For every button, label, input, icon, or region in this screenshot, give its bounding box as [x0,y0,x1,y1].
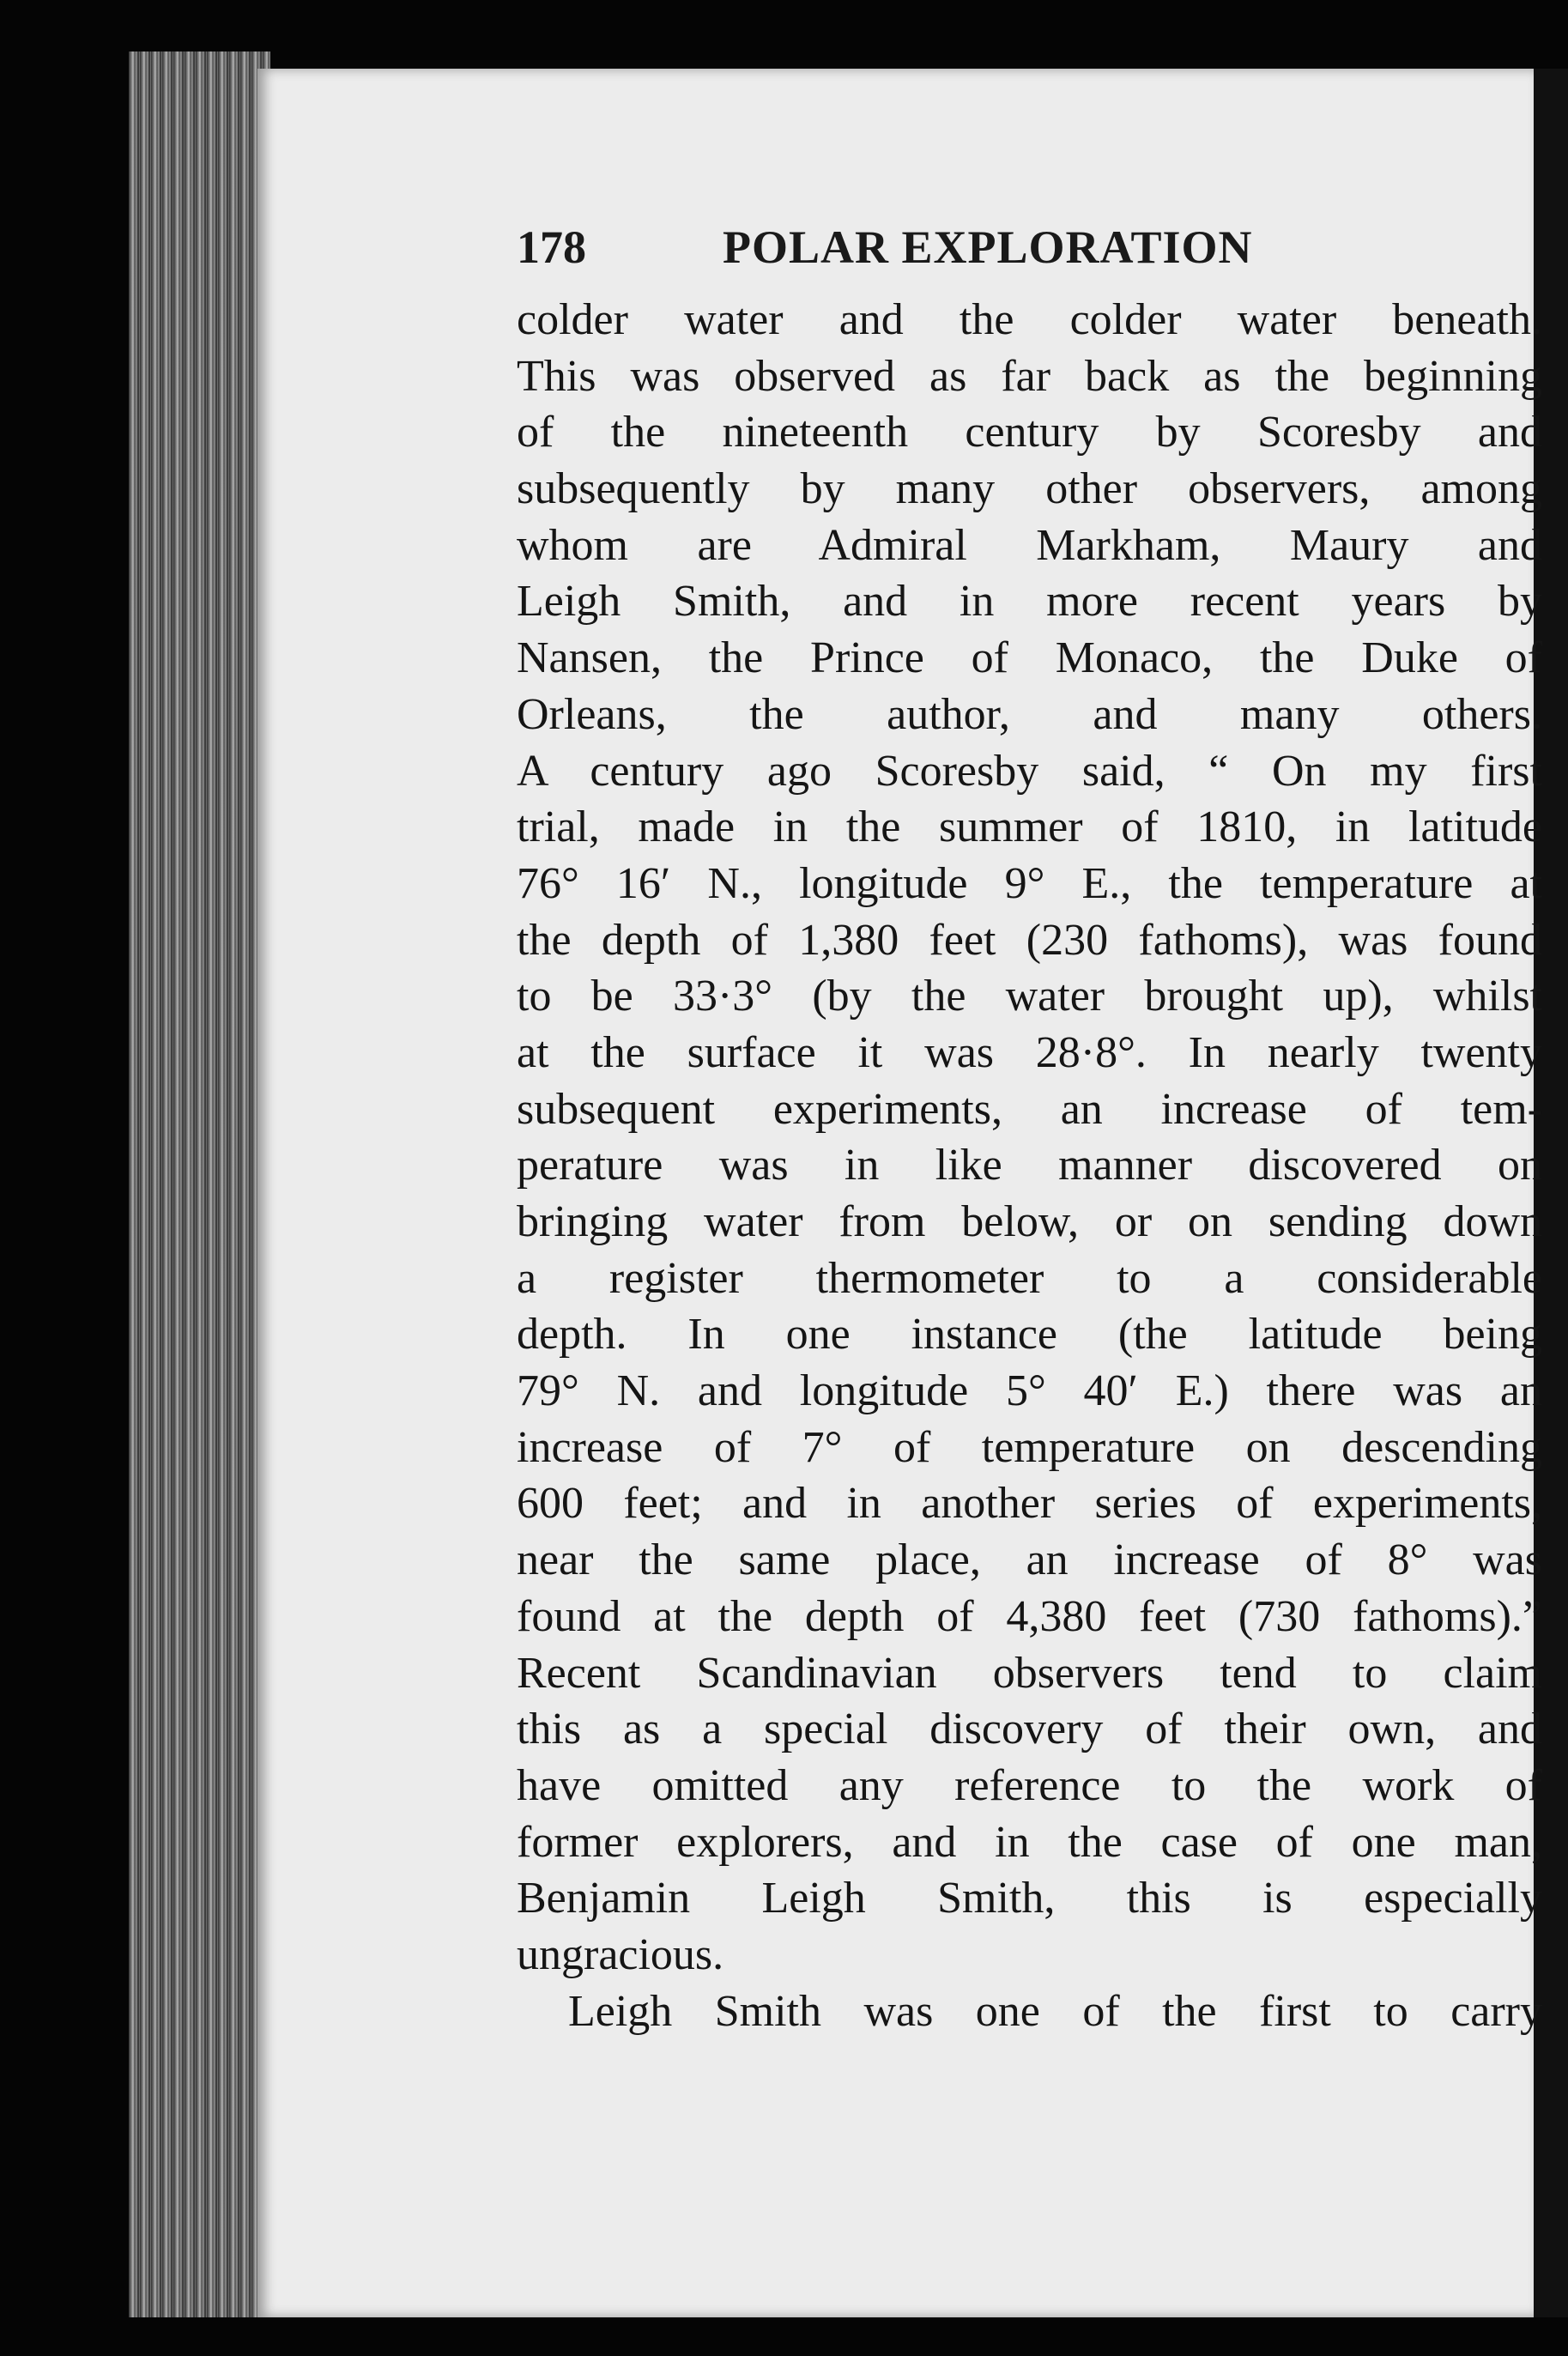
text-line: a register thermometer to a considerable [517,1253,1542,1303]
text-line: the depth of 1,380 feet (230 fathoms), was found [517,915,1542,965]
text-line: trial, made in the summer of 1810, in latitude [517,802,1542,852]
text-line: ungracious. [517,1929,724,1979]
page-number: 178 [517,221,586,273]
running-title: POLAR EXPLORATION [723,221,1253,273]
text-line: bringing water from below, or on sending down [517,1197,1542,1246]
text-line: increase of 7° of temperature on descending [517,1422,1542,1472]
text-line: Leigh Smith, and in more recent years by [517,577,1542,627]
text-line: at the surface it was 28·8°. In nearly twenty [517,1027,1542,1077]
text-line: perature was in like manner discovered on [517,1141,1542,1190]
text-line: to be 33·3° (by the water brought up), whilst [517,972,1542,1021]
text-line: 76° 16′ N., longitude 9° E., the temperature at [517,858,1542,908]
text-line: found at the depth of 4,380 feet (730 fathoms).” [517,1591,1542,1641]
text-line: Benjamin Leigh Smith, this is especially [517,1874,1542,1923]
page-header [517,213,1568,282]
text-line: former explorers, and in the case of one man, [517,1817,1542,1867]
text-line: Recent Scandinavian observers tend to claim [517,1648,1542,1698]
text-line: 79° N. and longitude 5° 40′ E.) there was an [517,1366,1542,1416]
text-line: have omitted any reference to the work of [517,1760,1542,1810]
text-line: of the nineteenth century by Scoresby and [517,408,1542,457]
text-line: colder water and the colder water beneath. [517,295,1542,344]
text-line: 600 feet; and in another series of experiments, [517,1479,1542,1529]
text-line: near the same place, an increase of 8° was [517,1535,1542,1585]
text-line: this as a special discovery of their own, and [517,1705,1542,1754]
body-text [517,292,1542,2039]
text-line: subsequently by many other observers, among [517,464,1542,514]
text-line: subsequent experiments, an increase of tem- [517,1084,1542,1134]
text-line: whom are Admiral Markham, Maury and [517,520,1542,570]
text-line: Nansen, the Prince of Monaco, the Duke of [517,633,1542,683]
text-line: depth. In one instance (the latitude being [517,1310,1542,1360]
book-page-edges [129,51,270,2317]
text-line: Orleans, the author, and many others. [517,689,1542,739]
text-line: This was observed as far back as the beginning [517,351,1542,401]
text-line: A century ago Scoresby said, “ On my first [517,746,1542,796]
paragraph-first-line: Leigh Smith was one of the first to carry [568,1986,1542,2036]
